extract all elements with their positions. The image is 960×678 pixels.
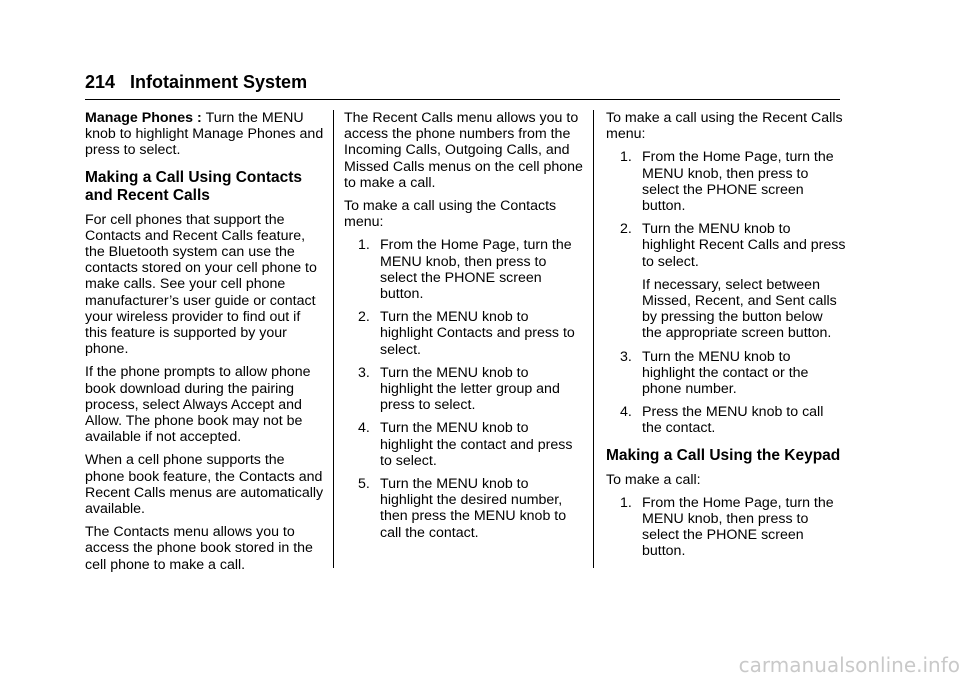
- column-divider: [593, 110, 594, 568]
- paragraph: The Contacts menu allows you to access the phone book stored in the cell phone to make a call.: [85, 524, 313, 573]
- manage-phones-paragraph: [85, 110, 325, 159]
- list-item: [606, 495, 846, 560]
- steps-list-recent-calls: [606, 149, 846, 436]
- step-text: Turn the MENU knob to highlight the contact and press to select.: [380, 420, 573, 469]
- step-number: 3.: [620, 348, 632, 365]
- column-2: [344, 110, 584, 548]
- list-item: [606, 349, 846, 398]
- section-heading-keypad: Making a Call Using the Keypad: [606, 446, 841, 464]
- step-number: 1.: [620, 149, 632, 166]
- manage-phones-lead: Manage Phones :: [85, 110, 206, 126]
- list-item: [344, 237, 584, 302]
- list-item: [344, 476, 584, 541]
- step-note: If necessary, select between Missed, Recent, and Sent calls by pressing the button below the appropriate screen button.: [642, 276, 837, 342]
- step-text: From the Home Page, turn the MENU knob, then press to select the PHONE screen button.: [642, 149, 834, 215]
- list-item: [606, 149, 846, 214]
- step-text: Press the MENU knob to call the contact.: [642, 404, 824, 437]
- paragraph: When a cell phone supports the phone book feature, the Contacts and Recent Calls menus are automatically available.: [85, 452, 324, 518]
- paragraph: To make a call using the Recent Calls menu:: [606, 110, 843, 143]
- step-text: From the Home Page, turn the MENU knob, then press to select the PHONE screen button.: [380, 237, 572, 303]
- steps-list-keypad: [606, 495, 846, 560]
- step-text: Turn the MENU knob to highlight Contacts and press to select.: [380, 309, 575, 358]
- manage-phones-text: Turn the MENU knob to highlight Manage Phones and press to select.: [85, 110, 324, 159]
- column-1: [85, 110, 325, 580]
- list-item: [344, 365, 584, 414]
- running-title: Infotainment System: [130, 72, 308, 92]
- page-header: [85, 70, 840, 100]
- step-number: 1.: [358, 237, 370, 254]
- step-number: 4.: [358, 420, 370, 437]
- step-text: Turn the MENU knob to highlight the desired number, then press the MENU knob to call the contact.: [380, 476, 567, 541]
- step-number: 4.: [620, 404, 632, 421]
- steps-list-contacts: [344, 237, 584, 540]
- paragraph: The Recent Calls menu allows you to access the phone numbers from the Incoming Calls, Outgoing Calls, and Missed Calls menus on the cell phone to make a call.: [344, 110, 583, 191]
- step-number: 2.: [358, 309, 370, 326]
- list-item: [606, 221, 846, 341]
- page-number: 214: [85, 72, 116, 92]
- column-divider: [333, 110, 334, 568]
- step-text: Turn the MENU knob to highlight Recent Calls and press to select.: [642, 221, 846, 270]
- step-number: 1.: [620, 494, 632, 511]
- watermark: carmanualsonline.info: [738, 653, 960, 677]
- step-text: From the Home Page, turn the MENU knob, then press to select the PHONE screen button.: [642, 494, 834, 560]
- step-number: 2.: [620, 221, 632, 238]
- list-item: [344, 420, 584, 469]
- section-heading-contacts: Making a Call Using Contacts and Recent Calls: [85, 168, 303, 204]
- paragraph: To make a call:: [606, 471, 701, 488]
- paragraph: To make a call using the Contacts menu:: [344, 198, 557, 231]
- list-item: [606, 404, 846, 436]
- step-text: Turn the MENU knob to highlight the contact or the phone number.: [642, 348, 809, 398]
- step-number: 5.: [358, 476, 370, 493]
- paragraph: For cell phones that support the Contacts and Recent Calls feature, the Bluetooth system can use the contacts stored on your cell phone to make calls. See your cell phone manufacturer’s user guide or contact your wireless provider to find out if this feature is supported by your phone.: [85, 211, 317, 358]
- list-item: [344, 309, 584, 358]
- step-text: Turn the MENU knob to highlight the letter group and press to select.: [380, 364, 560, 414]
- step-number: 3.: [358, 364, 370, 381]
- column-3: [606, 110, 846, 567]
- paragraph: If the phone prompts to allow phone book download during the pairing process, select Always Accept and Allow. The phone book may not be available if not accepted.: [85, 364, 311, 446]
